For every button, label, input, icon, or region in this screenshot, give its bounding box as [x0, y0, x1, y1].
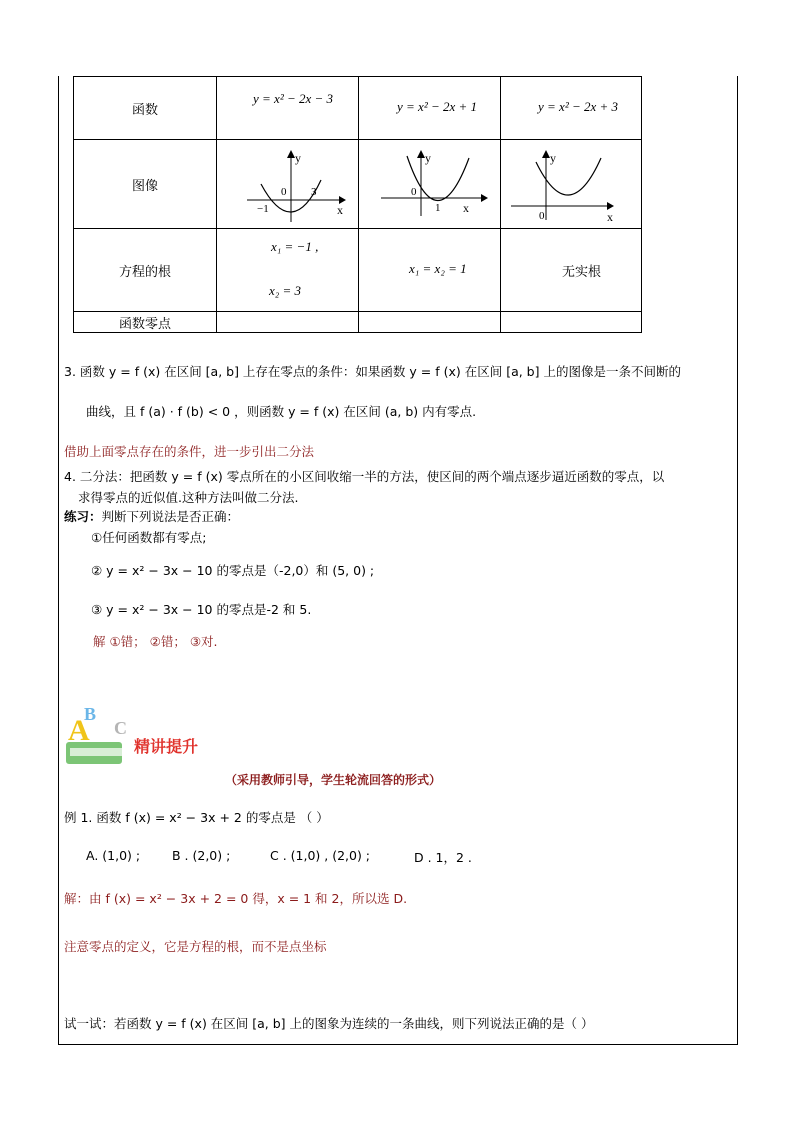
roots-1-line2: x₂ = 3 [269, 283, 302, 298]
example1-solution: 解：由 f (x) = x² − 3x + 2 = 0 得，x = 1 和 2，所以选 D. [64, 891, 408, 906]
func-1-cell [217, 77, 359, 140]
table-row [74, 312, 642, 333]
graph-1 [217, 140, 358, 224]
origin-label: 0 [281, 186, 287, 198]
practice-item-1: ①任何函数都有零点; [91, 530, 207, 545]
roots-3-cell [501, 229, 642, 312]
example1-note: 注意零点的定义，它是方程的根，而不是点坐标 [64, 939, 327, 954]
practice-intro: 判断下列说法是否正确： [101, 509, 240, 524]
example1-option-b: B . (2,0) ; [172, 848, 231, 863]
para3-line2: 曲线，且 f (a) · f (b) < 0 ，则函数 y = f (x) 在区间 (a, b) 内有零点. [86, 404, 477, 419]
try-text: 试一试：若函数 y = f (x) 在区间 [a, b] 上的图象为连续的一条曲线，则下列说法正确的是（ ） [64, 1016, 594, 1031]
roots-2-cell [359, 229, 501, 312]
graph-3 [501, 140, 641, 224]
graph-2 [359, 140, 500, 224]
x-label: x [337, 203, 343, 217]
table-row [74, 77, 642, 140]
roots-1-cell [217, 229, 359, 312]
section-title: 精讲提升 [134, 737, 199, 756]
row-label-function: 函数 [74, 77, 217, 140]
func-1: y = x² − 2x − 3 [253, 91, 334, 106]
practice-answer: 解 ①错； ②错； ③对. [93, 634, 218, 649]
roots-2: x₁ = x₂ = 1 [409, 261, 467, 276]
table-row [74, 140, 642, 229]
row-label-zero: 函数零点 [74, 312, 217, 333]
para4-line2: 求得零点的近似值.这种方法叫做二分法. [78, 490, 299, 505]
para4-line1: 4. 二分法：把函数 y = f (x) 零点所在的小区间收缩一半的方法，使区间的两个端点逐步逼近函数的零点，以 [64, 469, 665, 484]
logo-letter-b: B [84, 704, 97, 724]
root-left-label: −1 [257, 203, 269, 215]
zero-2-cell [359, 312, 501, 333]
transition-text: 借助上面零点存在的条件，进一步引出二分法 [64, 444, 315, 459]
graph-3-cell [501, 140, 642, 229]
func-3: y = x² − 2x + 3 [538, 99, 619, 114]
row-label-graph: 图像 [74, 140, 217, 229]
section-subtitle: （采用教师引导，学生轮流回答的形式） [225, 773, 442, 787]
table-row [74, 229, 642, 312]
example1-option-d: D . 1，2 . [414, 850, 472, 865]
practice-item-2: ② y = x² − 3x − 10 的零点是（-2,0）和 (5, 0) ; [91, 563, 375, 578]
practice-item-3: ③ y = x² − 3x − 10 的零点是-2 和 5. [91, 602, 312, 617]
x-label: x [463, 201, 469, 215]
roots-3: 无实根 [562, 265, 602, 280]
y-label: y [425, 151, 431, 165]
graph-1-cell [217, 140, 359, 229]
graph-2-cell [359, 140, 501, 229]
abc-logo-icon [62, 702, 142, 774]
func-3-cell [501, 77, 642, 140]
y-label: y [295, 151, 301, 165]
x-label: x [607, 210, 613, 224]
zero-3-cell [501, 312, 642, 333]
y-arrow-icon [542, 150, 550, 158]
para3-line1: 3. 函数 y = f (x) 在区间 [a, b] 上存在零点的条件：如果函数 y = f (x) 在区间 [a, b] 上的图像是一条不间断的 [64, 364, 681, 379]
example1-option-c: C . (1,0) , (2,0) ; [270, 848, 371, 863]
x-arrow-icon [481, 194, 488, 202]
y-label: y [550, 151, 556, 165]
origin-label: 0 [411, 186, 417, 198]
example1-question: 例 1. 函数 f (x) = x² − 3x + 2 的零点是 （ ） [64, 810, 329, 825]
row-label-roots: 方程的根 [74, 229, 217, 312]
root-label: 1 [435, 202, 441, 214]
zero-table [73, 76, 642, 333]
zero-1-cell [217, 312, 359, 333]
practice-title: 练习： [64, 509, 102, 524]
logo-letter-a: A [68, 714, 90, 747]
root-right-label: 3 [311, 186, 317, 198]
func-2: y = x² − 2x + 1 [397, 99, 478, 114]
example1-option-a: A. (1,0) ; [86, 848, 141, 863]
x-arrow-icon [607, 202, 614, 210]
logo-letter-c: C [114, 718, 127, 738]
y-arrow-icon [287, 150, 295, 158]
roots-1-line1: x₁ = −1 , [271, 239, 319, 254]
origin-label: 0 [539, 210, 545, 222]
practice-heading [64, 507, 239, 525]
func-2-cell [359, 77, 501, 140]
y-arrow-icon [417, 150, 425, 158]
